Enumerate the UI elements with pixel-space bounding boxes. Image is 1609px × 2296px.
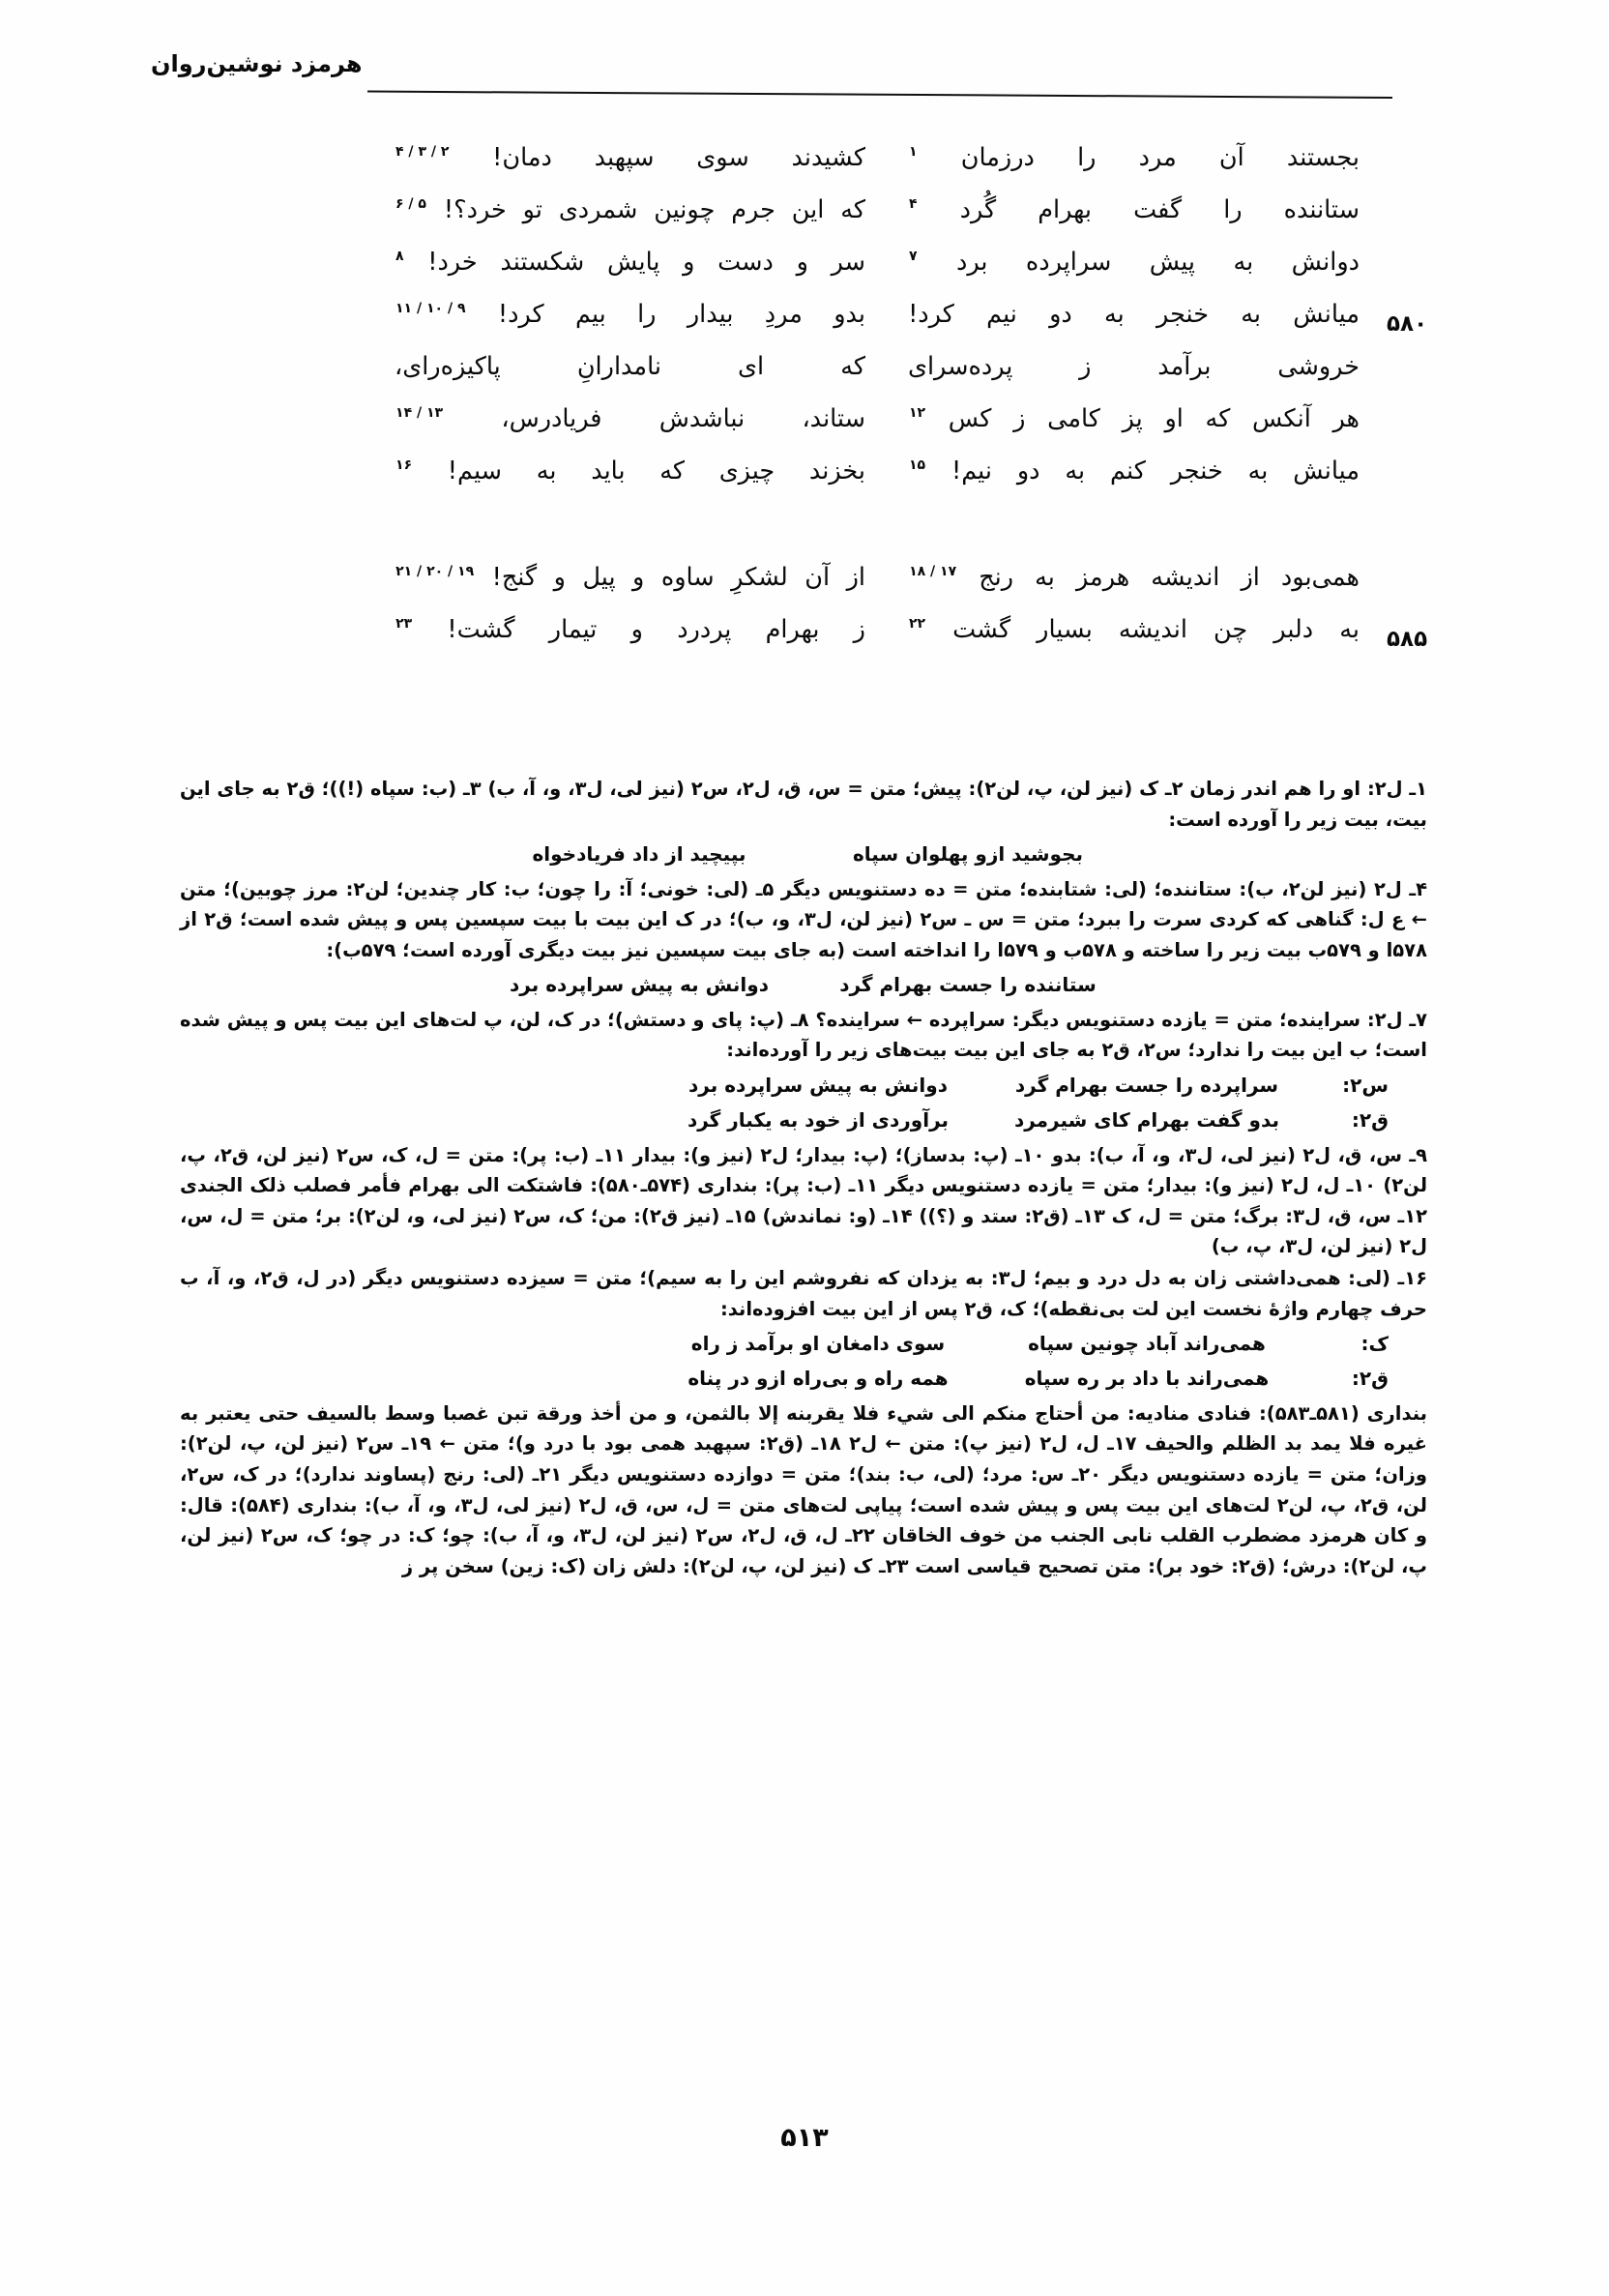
footnote-marker: ۴ [909, 196, 918, 212]
verse-word: از [846, 563, 865, 592]
verse-word: کنم [1110, 456, 1146, 486]
verse-word: که [1205, 404, 1231, 433]
apparatus-variant-couplet [180, 969, 1427, 1000]
hemistich-first [883, 458, 1381, 485]
verse-word: نیم! [951, 456, 992, 486]
variant-hemistich-second: بپیچید از داد فریادخواه [532, 842, 746, 867]
verse-word: را [1077, 143, 1097, 172]
verse-word: به [1233, 248, 1254, 277]
hemistich-first [883, 354, 1381, 380]
verse-word: ای [738, 352, 765, 381]
verse-word: به [1339, 615, 1360, 644]
verse-word: شکستند [500, 248, 585, 277]
verse-word: خرد! [427, 248, 478, 277]
verse-word: پرده‌سرای [908, 352, 1013, 381]
verse-word: سپهبد [594, 143, 655, 172]
footnote-marker: ۵ / ۶ [395, 196, 426, 212]
verse-word: به [1104, 300, 1125, 329]
verse-word: دمان! [492, 143, 552, 172]
verse-word: کرد! [908, 300, 954, 329]
verse-word: گشت [952, 615, 1011, 644]
verse-word: به [1247, 456, 1269, 486]
verse-word: دو [1016, 456, 1040, 486]
verse-word: لشکرِ [731, 563, 788, 592]
manuscript-siglum: س۲: [1342, 1073, 1389, 1097]
manuscript-siglum: ق۲: [1351, 1367, 1389, 1391]
hemistich-first [883, 302, 1381, 328]
hemistich-first [883, 145, 1381, 171]
hemistich-first [883, 406, 1381, 432]
hemistich-second [385, 565, 883, 591]
verse-word: ز [1079, 352, 1092, 381]
variant-hemistich-first: بجوشید ازو پهلوان سپاه [852, 842, 1084, 867]
hemistich-second [385, 197, 883, 223]
verse-word: خرد؟! [443, 195, 507, 224]
verse-word: و [796, 248, 808, 277]
verse-word: که [840, 195, 865, 224]
apparatus-note: ۷ـ ل۲: سراینده؛ متن = یازده دستنویس دیگر: سراپرده ← سراینده؟ ۸ـ (پ: پای و دستش)؛ در ک، لن، پ لت‌های این بیت پس و پیش شده است؛ ب این بیت را ندارد؛ س۲، ق۲ به جای این بیت بیت‌های زیر را آورده‌اند: [180, 1008, 1427, 1062]
verse-word: بجستند [1286, 143, 1360, 172]
verse-word: گُرد [959, 195, 997, 224]
verse-word: آن [804, 563, 831, 592]
hemistich-first [883, 197, 1381, 223]
verse-word: چونین [654, 195, 716, 224]
apparatus-variant-couplet [180, 1104, 1427, 1135]
verse-word: برآمد [1157, 352, 1212, 381]
verse-word: به [536, 456, 557, 486]
verse-line [385, 406, 1381, 458]
footnote-marker: ۱ [909, 144, 918, 160]
variant-hemistich-second: همه راه و بی‌راه ازو در پناه [687, 1367, 949, 1391]
hemistich-second [385, 458, 883, 485]
verse-word: چن [1214, 615, 1248, 644]
verse-word: اندیشه [1118, 615, 1187, 644]
verse-word: که [659, 456, 686, 486]
verse-word: بهرام [1038, 195, 1093, 224]
manuscript-siglum: ق۲: [1351, 1108, 1389, 1133]
verse-word: به [1035, 563, 1055, 592]
hemistich-second [385, 302, 883, 328]
verse-block [385, 143, 1428, 669]
variant-hemistich-second: برآوردی از خود به یکبار گرد [687, 1108, 950, 1133]
apparatus-note: ۴ـ ل۲ (نیز لن۲، ب): ستاننده؛ (لی: شتابنده؛ متن = ده دستنویس دیگر ۵ـ (لی: خونی؛ آ: را چون؛ ب: کار چندین؛ لن۲: مرز چوبین)؛ متن ← ع ل: گناهی که کردی سرت را ببرد؛ متن = س ـ س۲ (نیز لن، ل۳، و، ب)؛ در ک این بیت با بیت سپسین پس و پیش شده است؛ ق۲ از ۵۷۸ا و ۵۷۹ب بیت زیر را ساخته و ۵۷۸ب و ۵۷۹ا را انداخته است (به جای بیت سپسین نیز بیت دیگری آورده است؛ ۵۷۹ب): [180, 877, 1428, 961]
variant-hemistich-first: سراپرده را جست بهرام گرد [1014, 1073, 1279, 1097]
verse-line [385, 615, 1428, 669]
verse-word: آن [1218, 143, 1244, 172]
footnote-marker: ۱۷ / ۱۸ [909, 564, 957, 579]
verse-number: ۵۸۰ [1387, 311, 1428, 337]
hemistich-second [385, 617, 883, 643]
verse-word: میانش [1293, 456, 1360, 486]
verse-line [385, 458, 1381, 511]
verse-word: ز [853, 615, 865, 644]
verse-word: تیمار [548, 615, 598, 644]
hemistich-second [385, 354, 883, 380]
verse-word: بیدار [687, 300, 734, 329]
verse-word: کامی [1047, 404, 1100, 433]
verse-word: پردرد [677, 615, 732, 644]
verse-line [385, 354, 1381, 406]
verse-word: به [1241, 300, 1262, 329]
verse-word: پز [1122, 404, 1143, 433]
verse-word: سر [831, 248, 865, 277]
verse-word: مردِ [764, 300, 803, 329]
verse-word: کرد! [497, 300, 544, 329]
apparatus-variant-couplet [180, 1070, 1427, 1101]
verse-word: گنج! [491, 563, 538, 592]
verse-word: نباشدش [658, 404, 746, 433]
verse-word: برد [955, 248, 988, 277]
verse-word: و [632, 563, 645, 592]
verse-word: نامدارانِ [576, 352, 661, 381]
verse-word: مرد [1138, 143, 1177, 172]
verse-word: ستاننده [1283, 195, 1360, 224]
verse-word: خنجر [1170, 456, 1223, 486]
verse-number: ۵۸۵ [1387, 627, 1428, 652]
running-head [151, 50, 480, 77]
verse-word: از [1241, 563, 1260, 592]
verse-word: شمردی [558, 195, 638, 224]
variant-hemistich-second: سوی دامغان او برآمد ز راه [690, 1332, 946, 1356]
verse-word: و [630, 615, 643, 644]
footnote-marker: ۲۳ [395, 616, 413, 632]
verse-word: پیش [1149, 248, 1196, 277]
verse-word: ساوه [660, 563, 715, 592]
verse-word: سوی [696, 143, 749, 172]
verse-line [385, 300, 1428, 354]
verse-word: گشت! [447, 615, 515, 644]
footnote-marker: ۱۹ / ۲۰ / ۲۱ [395, 564, 475, 579]
verse-word: نیم [986, 300, 1017, 329]
footnote-marker: ۹ / ۱۰ / ۱۱ [395, 301, 466, 316]
footnote-marker: ۱۳ / ۱۴ [395, 405, 444, 421]
verse-word: باید [591, 456, 626, 486]
verse-word: دو [1049, 300, 1072, 329]
verse-line [385, 250, 1381, 302]
manuscript-siglum: ک: [1360, 1332, 1389, 1356]
verse-word: بدو [834, 300, 865, 329]
verse-word: پیل [582, 563, 616, 592]
footnote-marker: ۱۶ [395, 457, 413, 473]
verse-word: دوانش [1291, 248, 1360, 277]
verse-word: کشیدند [791, 143, 865, 172]
header-rule [367, 91, 1392, 99]
hemistich-second [385, 250, 883, 276]
verse-word: به [1065, 456, 1086, 486]
verse-word: درزمان [960, 143, 1035, 172]
verse-word: میانش [1293, 300, 1360, 329]
footnote-marker: ۲۲ [909, 616, 926, 632]
verse-word: که [840, 352, 865, 381]
verse-word: پایش [606, 248, 660, 277]
verse-word: را [637, 300, 657, 329]
hemistich-first [883, 565, 1381, 591]
verse-word: بسیار [1037, 615, 1093, 644]
hemistich-second [385, 145, 883, 171]
apparatus-note: ۹ـ س، ق، ل۲ (نیز لی، ل۳، و، آ، ب): بدو ۱۰ـ (پ: بدساز)؛ (پ: بیدار؛ ل۲ (نیز و): بیدار ۱۱ـ (ب: پر): متن = ل، ک، س۲ (نیز لن، ق۲، پ، لن۲) ۱۰ـ ل، ل۲ (نیز و): بیدار؛ متن = یازده دستنویس دیگر ۱۱ـ (ب: پر): بندارى (۵۷۴ـ۵۸۰): فاشتکت الی بهرام فأمر فصلب ذلک الجندی ۱۲ـ س، ق، ل۳: برگ؛ متن = ل، ک ۱۳ـ (ق۲: ستد و (؟)) ۱۴ـ (و: نماندش) ۱۵ـ (نیز ق۲): من؛ ک، س۲ (نیز لی، و، لن۲): بر؛ متن = ل، س، ل۲ (نیز لن، ل۳، پ، ب) [180, 1143, 1428, 1258]
verse-word: دست [717, 248, 774, 277]
verse-word: کس [948, 404, 992, 433]
verse-word: گفت [1133, 195, 1183, 224]
footnote-marker: ۸ [395, 249, 404, 264]
apparatus-note: بندارى (۵۸۱ـ۵۸۳): فنادى مناديه: من أحتاج منكم الى شيء فلا يقربنه إلا بالثمن، و من أخذ ورقة تبن غصبا وسط بالسيف حتى يعتبر به غيره فلا يمد بد الظلم والحيف ۱۷ـ ل، ل۲ (نیز پ): متن ← ل۲ ۱۸ـ (ق۲: سپهبد همی بود با درد و)؛ متن ← ۱۹ـ س۲ (نیز لن، پ، لن۲): وزان؛ متن = یازده دستنویس دیگر ۲۰ـ س: مرد؛ (لی، ب: بند)؛ متن = دوازده دستنویس دیگر ۲۱ـ (لی: رنج (پساوند ندارد)؛ در ک، س۲، لن، ق۲، پ، لن۲ لت‌های این بیت پس و پیش شده است؛ پیاپی لت‌های متن = ل، س، ق، ل۲ (نیز لی، ل۳، و، آ، ب): بندارى (۵۸۴): قال: و كان هرمزد مضطرب القلب نابی الجنب من خوف الخاقان ۲۲ـ ل، ق، ل۲، س۲ (نیز لن، ل۳، و، آ، ب): چو؛ ک: در چو؛ ک، س۲ (نیز لن، پ، لن۲): درش؛ (ق۲: خود بر): متن تصحیح قیاسی است ۲۳ـ ک (نیز لن، پ، لن۲): دلش زان (ک: زین) سخن پر ز [180, 1401, 1428, 1577]
verse-word: تو [522, 195, 542, 224]
verse-word: بخزند [808, 456, 865, 486]
hemistich-first [883, 617, 1381, 643]
variant-hemistich-first: همی‌راند با داد بر ره سپاه [1024, 1367, 1270, 1391]
apparatus-note: ۱ـ ل۲: او را هم اندر زمان ۲ـ ک (نیز لن، پ، لن۲): پیش؛ متن = س، ق، ل۲، س۲ (نیز لی، ل۳، و، آ، ب) ۳ـ (ب: سپاه (!))؛ ق۲ به جای این بیت، بیت زیر را آورده است: [180, 778, 1428, 831]
running-head-text: هرمزد نوشین‌روان [151, 50, 363, 77]
verse-stanza [385, 563, 1428, 669]
verse-word: این [791, 195, 825, 224]
critical-apparatus [180, 774, 1427, 1582]
hemistich-first [883, 250, 1381, 276]
hemistich-second [385, 406, 883, 432]
verse-word: فریادرس، [501, 404, 602, 433]
verse-word: آنکس [1252, 404, 1311, 433]
apparatus-variant-couplet [180, 839, 1427, 869]
apparatus-variant-couplet [180, 1328, 1427, 1359]
verse-word: هر [1332, 404, 1360, 433]
verse-word: بیم [574, 300, 606, 329]
verse-word: خنجر [1156, 300, 1210, 329]
verse-stanza [385, 143, 1428, 511]
verse-word: اندیشه [1151, 563, 1220, 592]
verse-word: رنج [979, 563, 1014, 592]
footnote-marker: ۱۲ [909, 405, 926, 421]
apparatus-variant-couplet [180, 1363, 1427, 1394]
verse-word: سیم! [447, 456, 503, 486]
verse-word: را [1223, 195, 1243, 224]
verse-word: پاکیزه‌رای، [395, 352, 501, 381]
variant-hemistich-second: دوانش به پیش سراپرده برد [688, 1073, 948, 1097]
verse-word: ستاند، [802, 404, 865, 433]
apparatus-note: ۱۶ـ (لی: همی‌داشتی زان به دل درد و بیم؛ ل۳: به یزدان که نفروشم این را به سیم)؛ متن = سیزده دستنویس دیگر (در ل، ق۲، و، آ، ب حرف چهارم واژهٔ نخست این لت بی‌نقطه)؛ ک، ق۲ پس از این بیت افزوده‌اند: [180, 1266, 1427, 1320]
verse-word: او [1164, 404, 1184, 433]
verse-word: و [683, 248, 695, 277]
verse-word: همی‌بود [1280, 563, 1360, 592]
folio-number: ۵۱۳ [780, 2123, 829, 2153]
variant-hemistich-first: ستاننده را جست بهرام گرد [839, 973, 1097, 997]
verse-word: هرمز [1075, 563, 1130, 592]
verse-word: و [553, 563, 566, 592]
verse-word: ز [1013, 404, 1026, 433]
footnote-marker: ۲ / ۳ / ۴ [395, 144, 450, 160]
verse-word: بهرام [765, 615, 820, 644]
verse-line [385, 197, 1381, 250]
verse-word: دلبر [1273, 615, 1314, 644]
variant-hemistich-first: بدو گفت بهرام کای شیرمرد [1013, 1108, 1280, 1133]
verse-word: سراپرده [1025, 248, 1112, 277]
verse-line [385, 565, 1381, 617]
footnote-marker: ۱۵ [909, 457, 926, 473]
footnote-marker: ۷ [909, 249, 918, 264]
verse-word: چیزی [718, 456, 775, 486]
variant-hemistich-second: دوانش به پیش سراپرده برد [510, 973, 769, 997]
verse-word: خروشی [1277, 352, 1360, 381]
verse-word: جرم [731, 195, 775, 224]
verse-line [385, 145, 1381, 197]
variant-hemistich-first: همی‌راند آباد چونین سپاه [1028, 1332, 1266, 1356]
